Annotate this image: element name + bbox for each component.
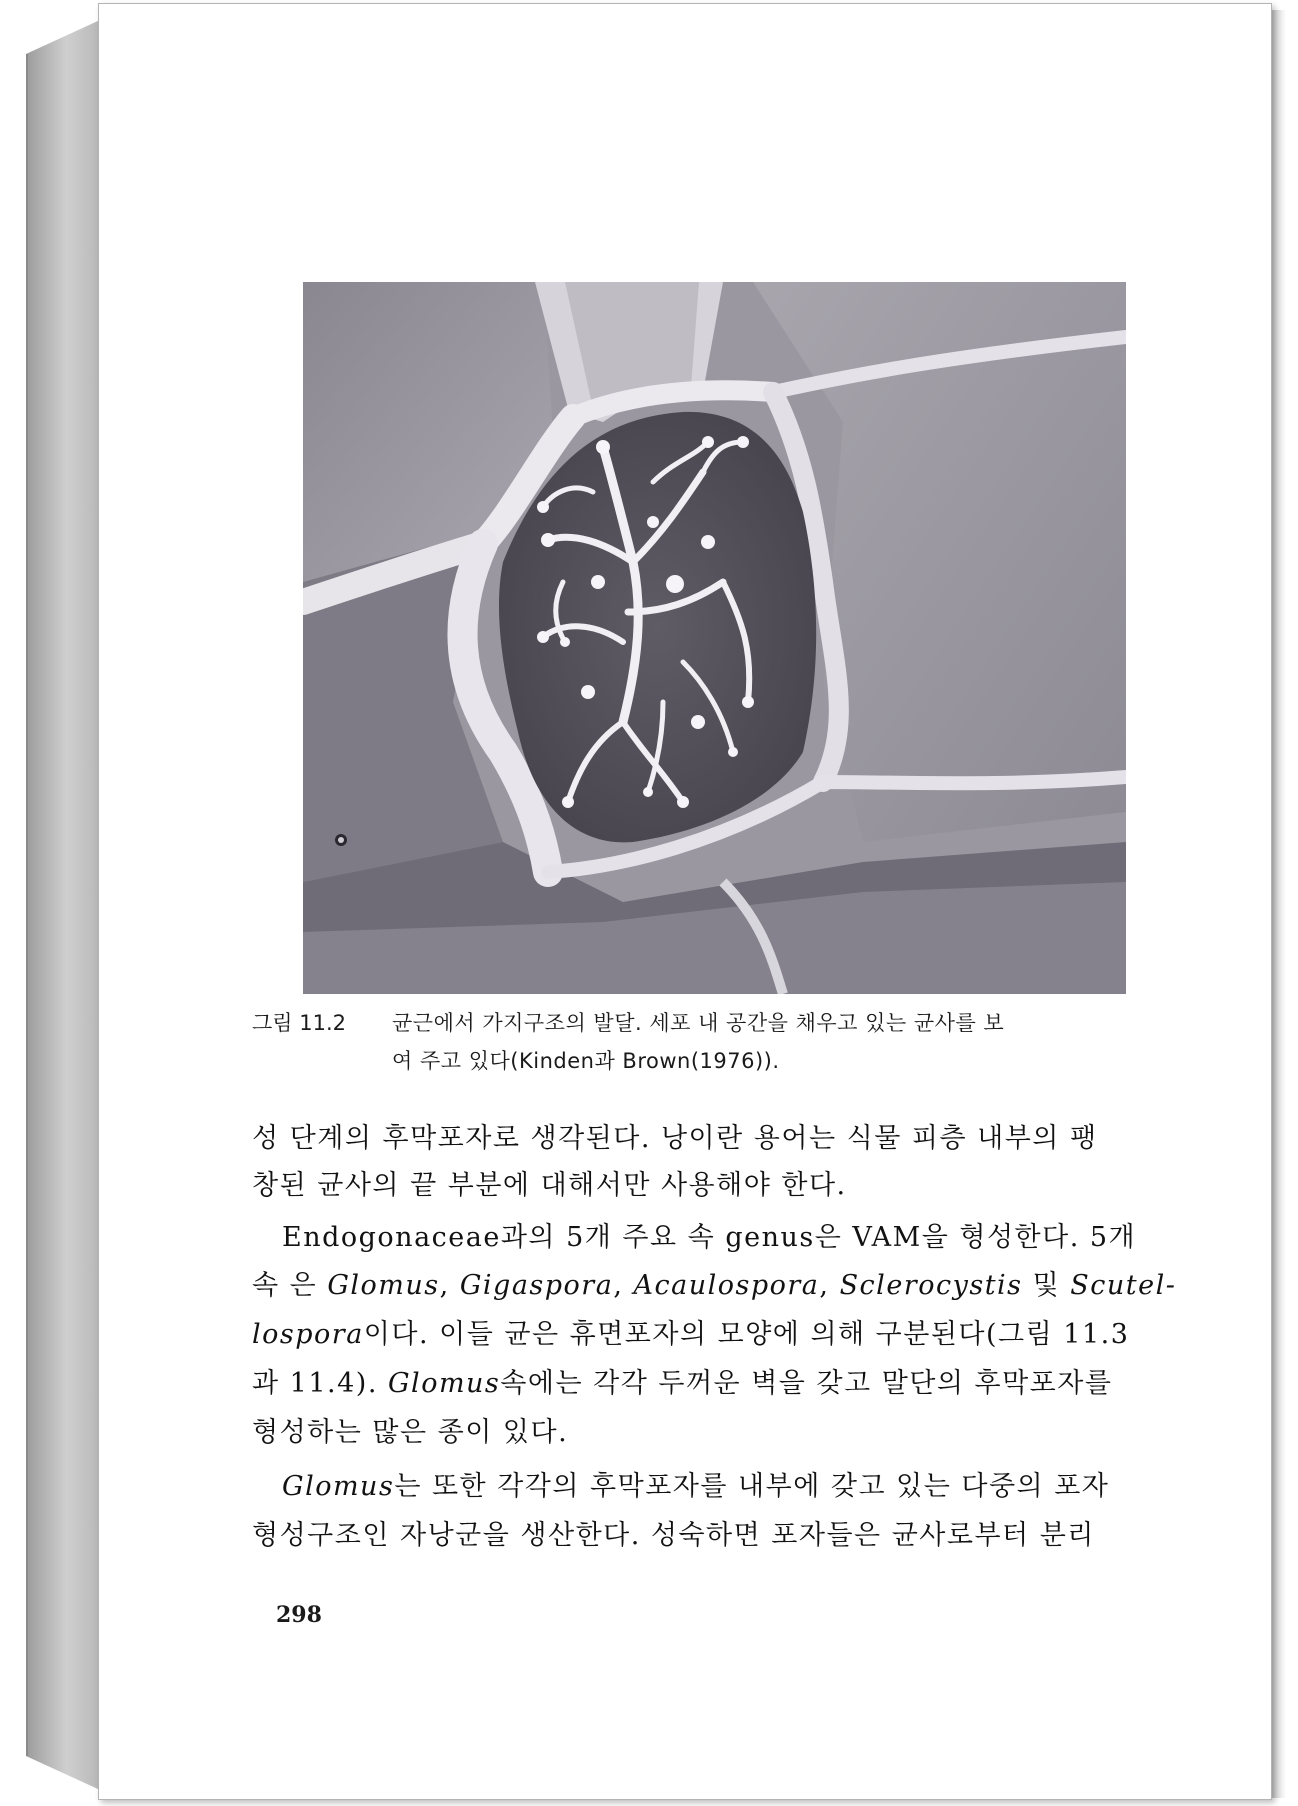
body-line: lospora이다. 이들 균은 휴면포자의 모양에 의해 구분된다(그림 11.3: [252, 1319, 1130, 1350]
micrograph-image: [303, 282, 1126, 994]
caption-line: 균근에서 가지구조의 발달. 세포 내 공간을 채우고 있는 균사를 보: [392, 1011, 1005, 1035]
body-line: Glomus는 또한 각각의 후막포자를 내부에 갖고 있는 다중의 포자: [282, 1471, 1110, 1502]
micrograph-figure: [303, 282, 1126, 994]
body-line: 창된 균사의 끝 부분에 대해서만 사용해야 한다.: [252, 1170, 847, 1201]
book-spine: [26, 20, 100, 1790]
figure-caption-text: [392, 1004, 1298, 1080]
body-line: 형성구조인 자낭군을 생산한다. 성숙하면 포자들은 균사로부터 분리: [252, 1520, 1095, 1551]
body-line: 과 11.4). Glomus속에는 각각 두꺼운 벽을 갖고 말단의 후막포자를: [252, 1368, 1113, 1399]
page-number: 298: [276, 1602, 322, 1628]
body-line: 형성하는 많은 종이 있다.: [252, 1417, 569, 1448]
page-edge-shadow: [1272, 10, 1286, 1798]
figure-label: 그림 11.2: [252, 1011, 347, 1035]
body-line: 성 단계의 후막포자로 생각된다. 낭이란 용어는 식물 피층 내부의 팽: [252, 1123, 1098, 1154]
caption-line: 여 주고 있다(Kinden과 Brown(1976)).: [392, 1049, 780, 1073]
body-line: 속 은 Glomus, Gigaspora, Acaulospora, Sclerocystis 및 Scutel-: [252, 1270, 1177, 1301]
body-line: Endogonaceae과의 5개 주요 속 genus은 VAM을 형성한다. 5개: [282, 1222, 1137, 1253]
book-spine-edge: [26, 54, 28, 1756]
